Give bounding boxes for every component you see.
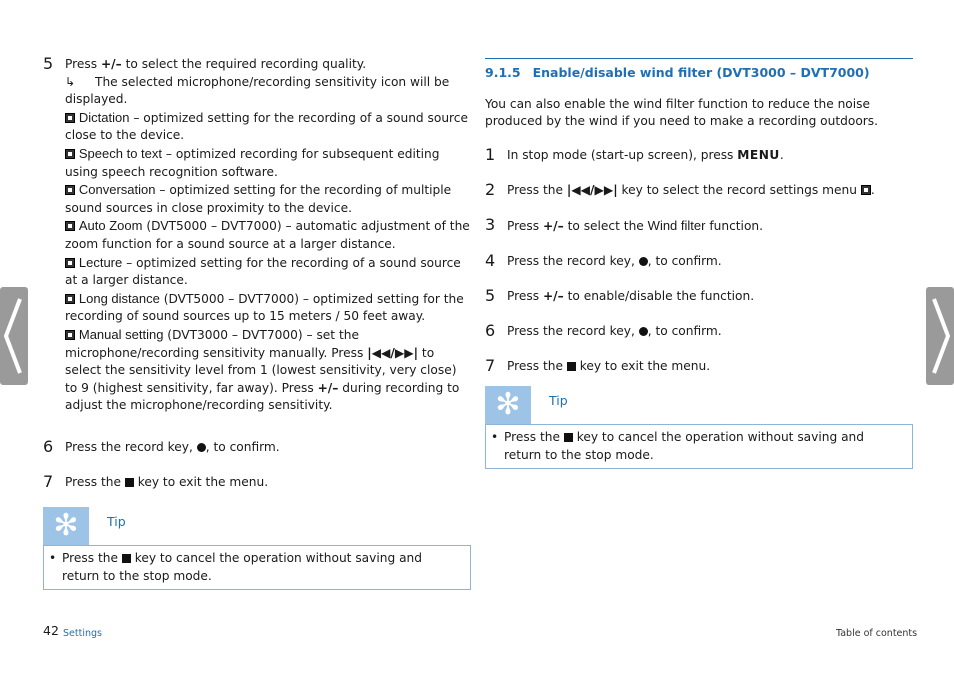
tip-block bbox=[485, 386, 913, 469]
record-settings-icon bbox=[861, 185, 871, 195]
mode-long-distance: Long distance (DVT5000 – DVT7000) – optimized setting for the recording of sound sources up to 15 meters / 50 feet away. bbox=[65, 290, 464, 324]
mode-auto-zoom: Auto Zoom (DVT5000 – DVT7000) – automatic adjustment of the zoom function for a sound source at a larger distance. bbox=[65, 218, 470, 251]
previous-page-tab[interactable] bbox=[0, 287, 28, 385]
right-step-2: 2 Press the |◀◀/▶▶| key to select the record settings menu . bbox=[485, 179, 875, 199]
skip-keys-icon: |◀◀/▶▶| bbox=[566, 182, 618, 197]
section-link[interactable]: Settings bbox=[63, 628, 102, 639]
step-5-result: ↳ The selected microphone/recording sensitivity icon will be displayed. bbox=[65, 74, 450, 107]
mode-conversation: Conversation – optimized setting for the recording of multiple sound sources in close proximity to the device. bbox=[65, 182, 452, 215]
next-page-tab[interactable] bbox=[926, 287, 954, 385]
tip-label: Tip bbox=[107, 514, 126, 530]
section-heading bbox=[485, 58, 913, 82]
stop-square-icon bbox=[567, 362, 576, 371]
conversation-icon bbox=[65, 185, 75, 195]
left-column bbox=[43, 56, 471, 590]
step-number: 5 bbox=[43, 54, 54, 73]
record-dot-icon bbox=[639, 327, 648, 336]
step-5 bbox=[43, 56, 471, 415]
mode-speech-to-text: Speech to text – optimized recording for subsequent editing using speech recognition software. bbox=[65, 145, 440, 179]
long-distance-icon bbox=[65, 294, 75, 304]
chevron-left-icon bbox=[0, 287, 28, 385]
page-number: 42 bbox=[43, 623, 59, 638]
speech-to-text-icon bbox=[65, 149, 75, 159]
mode-dictation: Dictation – optimized setting for the recording of a sound source close to the device. bbox=[65, 109, 469, 143]
tip-sparkle-icon: ✻ bbox=[43, 507, 89, 545]
step-number: 7 bbox=[485, 356, 496, 376]
mode-lecture: Lecture – optimized setting for the recording of a sound source at a larger distance. bbox=[65, 254, 461, 288]
step-number: 3 bbox=[485, 214, 496, 234]
step-number: 7 bbox=[43, 471, 54, 491]
step-number: 4 bbox=[485, 251, 496, 271]
result-arrow-icon: ↳ bbox=[65, 74, 76, 89]
step-5-instruction: Press +/– to select the required recording quality. bbox=[65, 57, 367, 71]
record-dot-icon bbox=[639, 257, 648, 266]
right-step-7: 7 Press the key to exit the menu. bbox=[485, 356, 711, 376]
tip-label: Tip bbox=[549, 392, 568, 408]
auto-zoom-icon bbox=[65, 221, 75, 231]
step-number: 2 bbox=[485, 179, 496, 199]
step-number: 5 bbox=[485, 286, 496, 306]
right-step-5: 5 Press +/– to enable/disable the function. bbox=[485, 286, 755, 306]
tip-content: • Press the key to cancel the operation without saving and return to the stop mode. bbox=[485, 424, 913, 469]
tip-sparkle-icon: ✻ bbox=[485, 386, 531, 424]
section-number: 9.1.5 bbox=[485, 65, 521, 80]
right-step-1: 1 In stop mode (start-up screen), press MENU. bbox=[485, 144, 784, 164]
stop-square-icon bbox=[564, 433, 573, 442]
tip-header bbox=[43, 507, 471, 545]
step-7: 7 Press the key to exit the menu. bbox=[43, 471, 269, 491]
skip-keys-icon: |◀◀/▶▶| bbox=[367, 345, 419, 360]
stop-square-icon bbox=[122, 554, 131, 563]
right-column bbox=[485, 58, 913, 469]
step-number: 1 bbox=[485, 144, 496, 164]
chevron-right-icon bbox=[926, 287, 954, 385]
step-number: 6 bbox=[43, 436, 54, 456]
section-title: Enable/disable wind filter (DVT3000 – DVT7000) bbox=[532, 65, 870, 80]
mode-manual-setting: Manual setting (DVT3000 – DVT7000) – set the microphone/recording sensitivity manually. Press |◀◀/▶▶| to select the sensitivity level from 1 (lowest sensitivity, very close) to 9 (highest sensitivity, far away). Press +/– during recording to adjust the microphone/recording sensitivity. bbox=[65, 326, 460, 413]
step-number: 6 bbox=[485, 321, 496, 341]
step-6: 6 Press the record key, , to confirm. bbox=[43, 436, 280, 456]
tip-header bbox=[485, 386, 913, 424]
stop-square-icon bbox=[125, 478, 134, 487]
table-of-contents-link[interactable]: Table of contents bbox=[836, 628, 918, 639]
right-step-6: 6 Press the record key, , to confirm. bbox=[485, 321, 722, 341]
right-step-3: 3 Press +/– to select the Wind filter function. bbox=[485, 214, 764, 234]
lecture-icon bbox=[65, 258, 75, 268]
tip-block bbox=[43, 507, 471, 590]
tip-content: • Press the key to cancel the operation without saving and return to the stop mode. bbox=[43, 545, 471, 590]
dictation-icon bbox=[65, 113, 75, 123]
section-intro: You can also enable the wind filter function to reduce the noise produced by the wind if you need to make a recording outdoors. bbox=[485, 96, 879, 129]
right-step-4: 4 Press the record key, , to confirm. bbox=[485, 251, 722, 271]
record-dot-icon bbox=[197, 443, 206, 452]
manual-setting-icon bbox=[65, 330, 75, 340]
